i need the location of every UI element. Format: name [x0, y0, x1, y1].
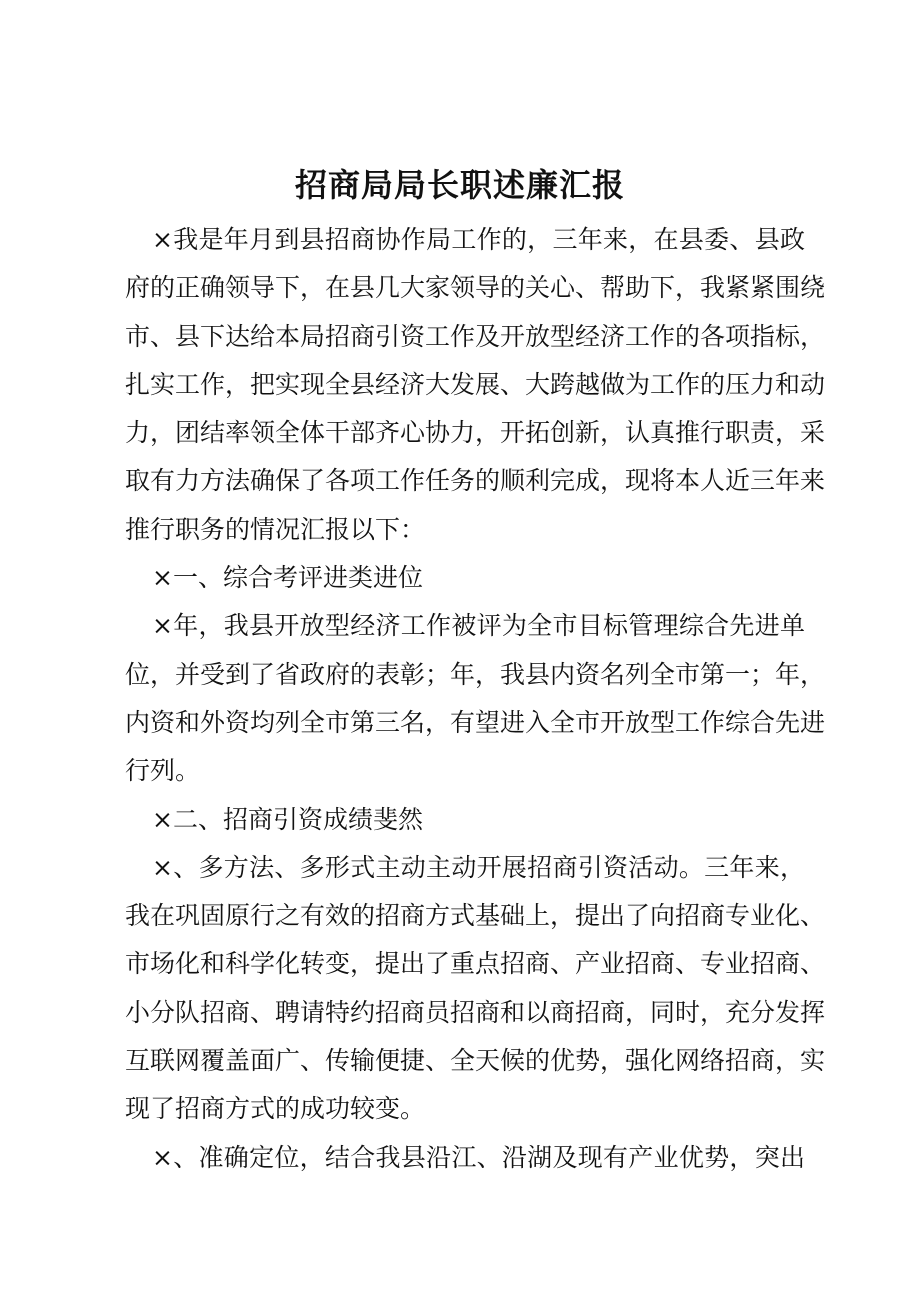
text-line: 行列。	[125, 756, 201, 786]
paragraph-positioning	[125, 1134, 805, 1182]
text-line: 取有力方法确保了各项工作任务的顺利完成，现将本人近三年来	[125, 466, 826, 496]
document-title: 招商局局长职述廉汇报	[294, 166, 625, 204]
text-line: ×年，我县开放型经济工作被评为全市目标管理综合先进单	[152, 611, 805, 641]
text-line: 我在巩固原行之有效的招商方式基础上，提出了向招商专业化、	[125, 901, 826, 931]
paragraph-methods	[125, 844, 826, 1134]
text-line: 市、县下达给本局招商引资工作及开放型经济工作的各项指标，	[125, 321, 826, 351]
section-heading-2	[125, 796, 805, 844]
text-line: 府的正确领导下，在县几大家领导的关心、帮助下，我紧紧围绕	[125, 273, 826, 303]
text-line: ×一、综合考评进类进位	[152, 563, 423, 593]
text-line: ×、准确定位，结合我县沿江、沿湖及现有产业优势，突出	[152, 1142, 805, 1172]
paragraph-evaluation	[125, 602, 826, 795]
paragraph-intro	[125, 216, 826, 554]
text-line: ×二、招商引资成绩斐然	[152, 804, 423, 834]
text-line: ×我是年月到县招商协作局工作的，三年来，在县委、县政	[152, 225, 805, 254]
section-heading-1	[125, 554, 805, 602]
text-line: ×、多方法、多形式主动主动开展招商引资活动。三年来，	[152, 852, 805, 882]
text-line: 现了招商方式的成功较变。	[125, 1094, 426, 1124]
text-line: 内资和外资均列全市第三名，有望进入全市开放型工作综合先进	[125, 707, 826, 737]
text-line: 扎实工作，把实现全县经济大发展、大跨越做为工作的压力和动	[125, 369, 826, 399]
text-line: 推行职务的情况汇报以下：	[125, 514, 426, 544]
text-line: 互联网覆盖面广、传输便捷、全天候的优势，强化网络招商，实	[125, 1046, 826, 1076]
text-line: 力，团结率领全体干部齐心协力，开拓创新，认真推行职责，采	[125, 418, 826, 448]
document-body	[125, 216, 826, 1182]
text-line: 市场化和科学化转变，提出了重点招商、产业招商、专业招商、	[125, 949, 826, 979]
text-line: 位，并受到了省政府的表彰；年，我县内资名列全市第一；年，	[125, 659, 826, 689]
text-line: 小分队招商、聘请特约招商员招商和以商招商，同时，充分发挥	[125, 997, 826, 1027]
